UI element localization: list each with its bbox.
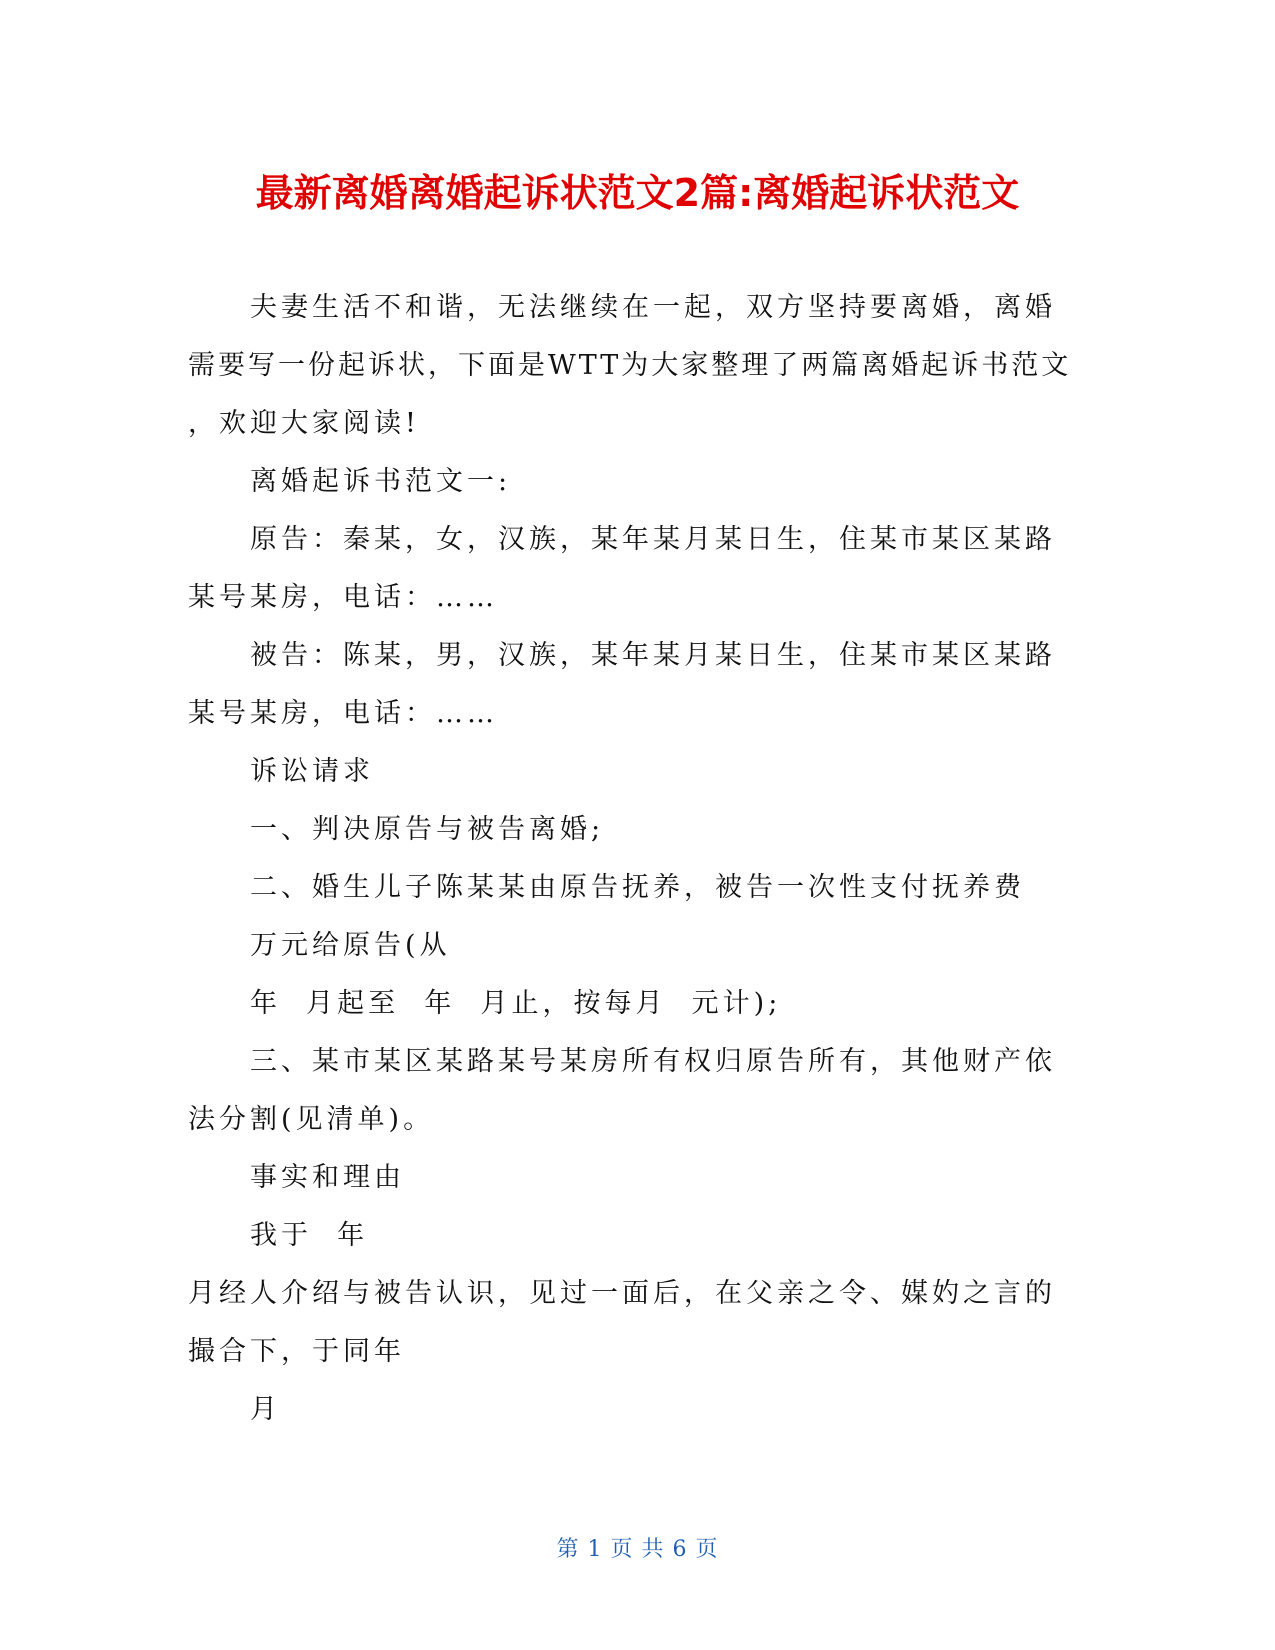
fact-line: 我于 年 [250,1220,369,1251]
claim-line: 万元给原告(从 [250,930,451,961]
fact-line: 撮合下，于同年 [188,1336,405,1367]
paragraph-line: 夫妻生活不和谐，无法继续在一起，双方坚持要离婚，离婚 [250,292,1056,323]
plaintiff-line: 原告：秦某，女，汉族，某年某月某日生，住某市某区某路 [250,524,1056,555]
section-heading: 离婚起诉书范文一: [250,466,512,497]
document-title: 最新离婚离婚起诉状范文2篇:离婚起诉状范文 [255,171,1020,215]
claim-line: 三、某市某区某路某号某房所有权归原告所有，其他财产依 [250,1046,1056,1077]
fact-line: 月经人介绍与被告认识，见过一面后，在父亲之令、媒妁之言的 [188,1278,1056,1309]
paragraph-line: ，欢迎大家阅读! [188,408,420,439]
fact-line: 月 [250,1394,281,1425]
claim-line: 二、婚生儿子陈某某由原告抚养，被告一次性支付抚养费 [250,872,1025,903]
claim-line: 一、判决原告与被告离婚; [250,814,605,845]
section-heading: 事实和理由 [250,1162,405,1193]
claim-line: 法分割(见清单)。 [188,1104,435,1135]
defendant-line: 被告：陈某，男，汉族，某年某月某日生，住某市某区某路 [250,640,1056,671]
page-footer: 第 1 页 共 6 页 [556,1537,719,1562]
claim-line: 年 月起至 年 月止，按每月 元计); [250,988,782,1019]
defendant-line: 某号某房，电话：…… [188,698,498,729]
paragraph-line: 需要写一份起诉状，下面是WTT为大家整理了两篇离婚起诉书范文 [188,350,1072,381]
section-heading: 诉讼请求 [250,756,374,787]
plaintiff-line: 某号某房，电话：…… [188,582,498,613]
